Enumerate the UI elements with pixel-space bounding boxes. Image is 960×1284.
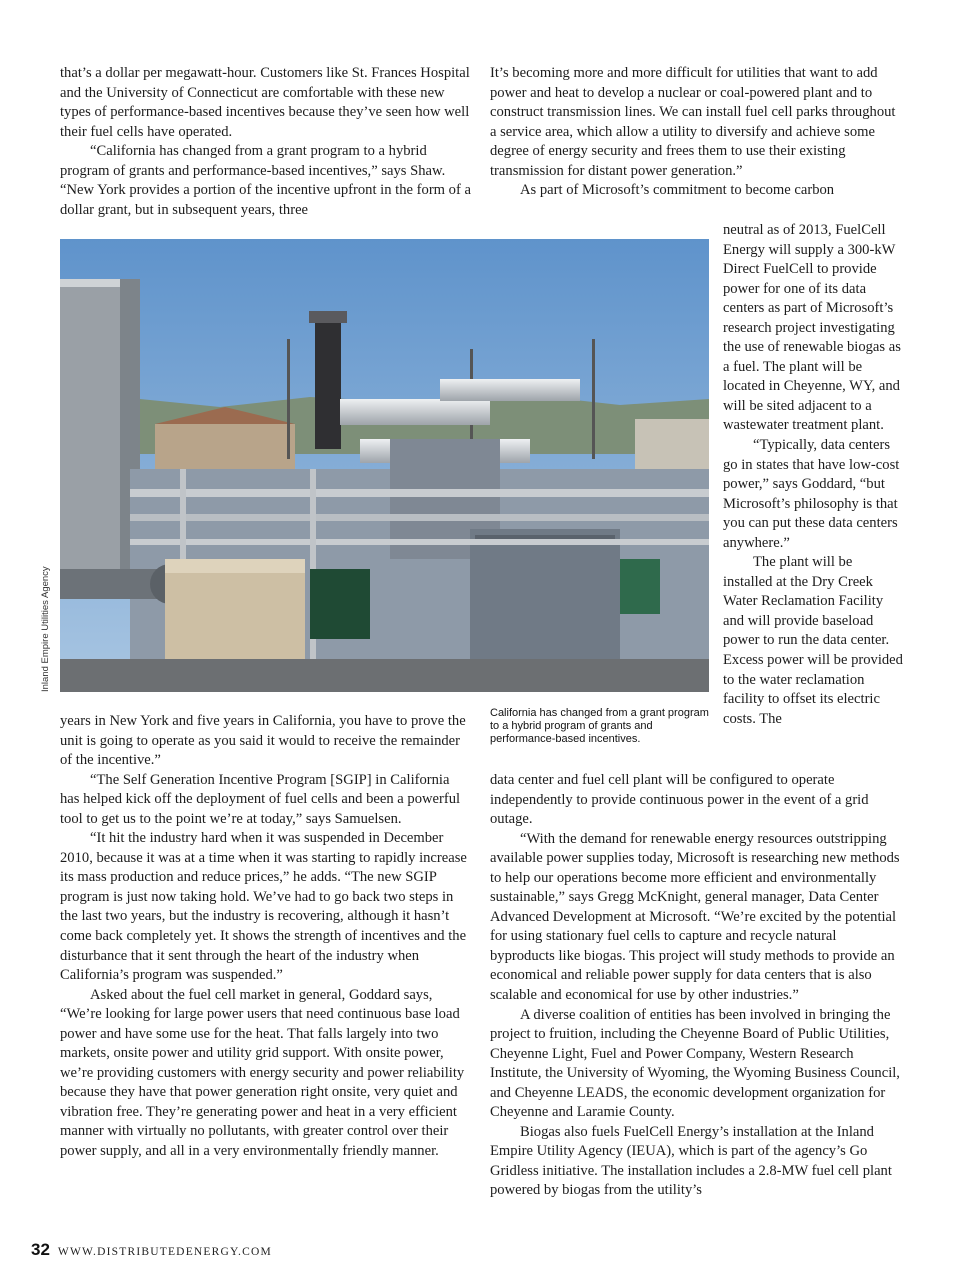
paragraph: data center and fuel cell plant will be configured to operate independently to provide continuous power in the event of a grid outage.	[490, 772, 869, 828]
article-column-right-bottom	[490, 771, 904, 1201]
photo-credit: Inland Empire Utilities Agency	[40, 566, 51, 692]
paragraph: “It hit the industry hard when it was suspended in December 2010, because it was at a time when it was starting to rapidly increase its mass production and reduce prices,” he adds. “The new SGIP program is just now taking hold. We’ve had to go back two steps in the last two years, but the industry is recovering, although it hasn’t come back completely yet. It shows the strength of incentives and the disturbance that it sent through the heart of the industry when California’s program was suspended.”	[60, 830, 467, 984]
article-column-left-top	[60, 64, 472, 220]
article-column-right-top	[490, 64, 902, 201]
article-column-right-narrow	[723, 221, 905, 729]
paragraph: The plant will be installed at the Dry Creek Water Reclamation Facility and will provide baseload power to run the data center. Excess power will be provided to the water reclamation facility to offset its electric costs. The	[723, 554, 903, 727]
photo-caption: California has changed from a grant program to a hybrid program of grants and performance-based incentives.	[490, 707, 709, 745]
article-column-left-bottom	[60, 712, 472, 1162]
page-footer	[31, 1240, 272, 1260]
paragraph: As part of Microsoft’s commitment to become carbon	[520, 182, 835, 199]
site-url: WWW.DISTRIBUTEDENERGY.COM	[57, 1246, 272, 1258]
paragraph: years in New York and five years in California, you have to prove the unit is going to operate as you said it would to receive the remainder of the incentive.”	[60, 713, 466, 769]
paragraph: “The Self Generation Incentive Program [SGIP] in California has helped kick off the deployment of fuel cells and been a powerful tool to get us to the point we’re at today,” says Samuelsen.	[60, 771, 461, 827]
paragraph: Asked about the fuel cell market in general, Goddard says, “We’re looking for large power users that need continuous base load power and have some use for the heat. That falls largely into two markets, onsite power and utility grid support. With onsite power, we’re providing customers with energy security and power reliability because they have that power generation right onsite, very quiet and vibration free. They’re generating power and heat in a very efficient manner with virtually no pollutants, with greater control over their power supply, and all in a very environmentally friendly manner.	[60, 986, 465, 1160]
paragraph: “Typically, data centers go in states that have low-cost power,” says Goddard, “but Microsoft’s philosophy is that you can put these data centers anywhere.”	[723, 437, 900, 551]
fuel-cell-plant-photo	[60, 239, 709, 692]
paragraph: neutral as of 2013, FuelCell Energy will supply a 300-kW Direct FuelCell to provide power for one of its data centers as part of Microsoft’s research project investigating the use of renewable biogas as a fuel. The plant will be located in Cheyenne, WY, and will be sited adjacent to a wastewater treatment plant.	[723, 222, 901, 434]
paragraph: A diverse coalition of entities has been involved in bringing the project to fruition, including the Cheyenne Board of Public Utilities, Cheyenne Light, Fuel and Power Company, Western Research Institute, the University of Wyoming, the Wyoming Business Council, and Cheyenne LEADS, the economic development organization for Cheyenne and Laramie County.	[490, 1006, 900, 1121]
paragraph: “California has changed from a grant program to a hybrid program of grants and performance-based incentives,” says Shaw. “New York provides a portion of the incentive upfront in the form of a dollar grant, but in subsequent years, three	[60, 143, 471, 218]
paragraph: It’s becoming more and more difficult for utilities that want to add power and heat to develop a nuclear or coal-powered plant and to construct transmission lines. We can install fuel cell parks throughout a service area, which allow a utility to diversify and achieve some degree of energy security and frees them to use their existing transmission for distant power generation.”	[490, 65, 896, 179]
page-number: 32	[31, 1240, 50, 1259]
paragraph: that’s a dollar per megawatt-hour. Customers like St. Frances Hospital and the University of Connecticut are comfortable with these new types of performance-based incentives because they’ve seen how well their fuel cells have operated.	[60, 65, 470, 140]
paragraph: Biogas also fuels FuelCell Energy’s installation at the Inland Empire Utility Agency (IEUA), which is part of the agency’s Go Gridless initiative. The installation includes a 2.8-MW fuel cell plant powered by biogas from the utility’s	[490, 1123, 892, 1199]
paragraph: “With the demand for renewable energy resources outstripping available power supplies today, Microsoft is researching new methods to help our operations become more efficient and environmentally sustainable,” says Gregg McKnight, general manager, Data Center Advanced Development at Microsoft. “We’re excited by the potential for using stationary fuel cells to capture and recycle natural byproducts like biogas. This project will study methods to provide an economical and reliable power supply for data centers that is also scalable and economical for use by other industries.”	[490, 830, 900, 1004]
